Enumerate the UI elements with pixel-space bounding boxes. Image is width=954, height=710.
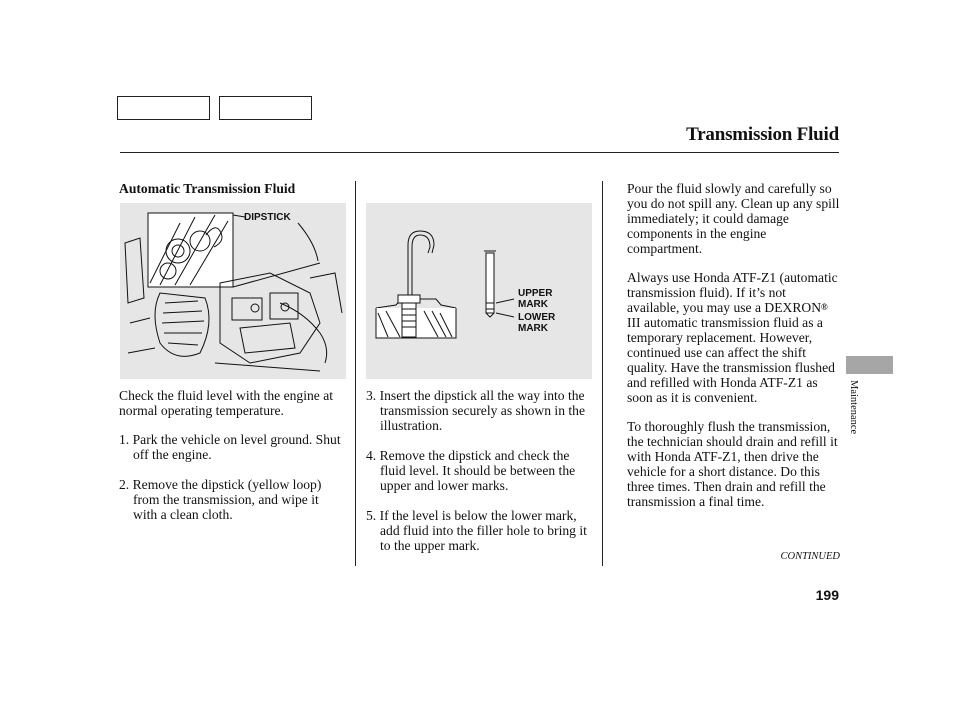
page-number: 199 (815, 587, 839, 603)
column-3 (627, 181, 840, 523)
title-rule (120, 152, 839, 153)
paragraph-fluid-type (627, 270, 840, 405)
step-item: 5. If the level is below the lower mark, add fluid into the filler hole to bring it to the upper mark. (366, 508, 587, 553)
column-divider-2 (602, 181, 603, 566)
section-subheading: Automatic Transmission Fluid (119, 181, 296, 196)
engine-drawing (120, 203, 346, 379)
paragraph-flush: To thoroughly flush the transmission, the technician should drain and refill it with Honda ATF-Z1, then drive the vehicle for a short distance. Do this three times. Then drain and refill the transmission a final time. (627, 419, 838, 509)
intro-paragraph: Check the fluid level with the engine at normal operating temperature. (119, 388, 334, 418)
engine-dipstick-illustration (120, 203, 346, 379)
lower-mark-label: LOWER MARK (518, 312, 556, 334)
steps-list-2 (366, 388, 592, 553)
nav-box-next[interactable] (219, 96, 312, 120)
section-tab (846, 356, 893, 374)
step-item: 1. Park the vehicle on level ground. Shut off the engine. (119, 432, 341, 462)
continued-note: CONTINUED (780, 551, 840, 562)
paragraph-pour: Pour the fluid slowly and carefully so you do not spill any. Clean up any spill immediately; it could damage components in the engine compartment. (627, 181, 840, 256)
dipstick-label: DIPSTICK (244, 212, 291, 223)
fluid-text-b: III automatic transmission fluid as a temporary replacement. However, continued use can affect the shift quality. Have the transmission flushed and refilled with Honda ATF-Z1 as soon as it is convenient. (627, 315, 835, 405)
nav-box-previous[interactable] (117, 96, 210, 120)
steps-list-1 (119, 432, 345, 522)
upper-mark-label: UPPER MARK (518, 288, 553, 310)
column-1 (119, 388, 345, 537)
step-item: 3. Insert the dipstick all the way into the transmission securely as shown in the illustration. (366, 388, 586, 433)
dipstick-drawing (366, 203, 592, 379)
column-2 (366, 388, 592, 568)
page-title: Transmission Fluid (686, 124, 839, 145)
fluid-text-a: Always use Honda ATF-Z1 (automatic transmission fluid). If it’s not available, you may use a DEXRON (627, 270, 838, 315)
column-divider-1 (355, 181, 356, 566)
step-item: 4. Remove the dipstick and check the fluid level. It should be between the upper and lower marks. (366, 448, 576, 493)
section-label-container (844, 380, 864, 450)
section-label: Maintenance (848, 380, 859, 435)
step-item: 2. Remove the dipstick (yellow loop) from the transmission, and wipe it with a clean cloth. (119, 477, 322, 522)
dipstick-detail-illustration (366, 203, 592, 379)
registered-mark: ® (821, 302, 828, 312)
